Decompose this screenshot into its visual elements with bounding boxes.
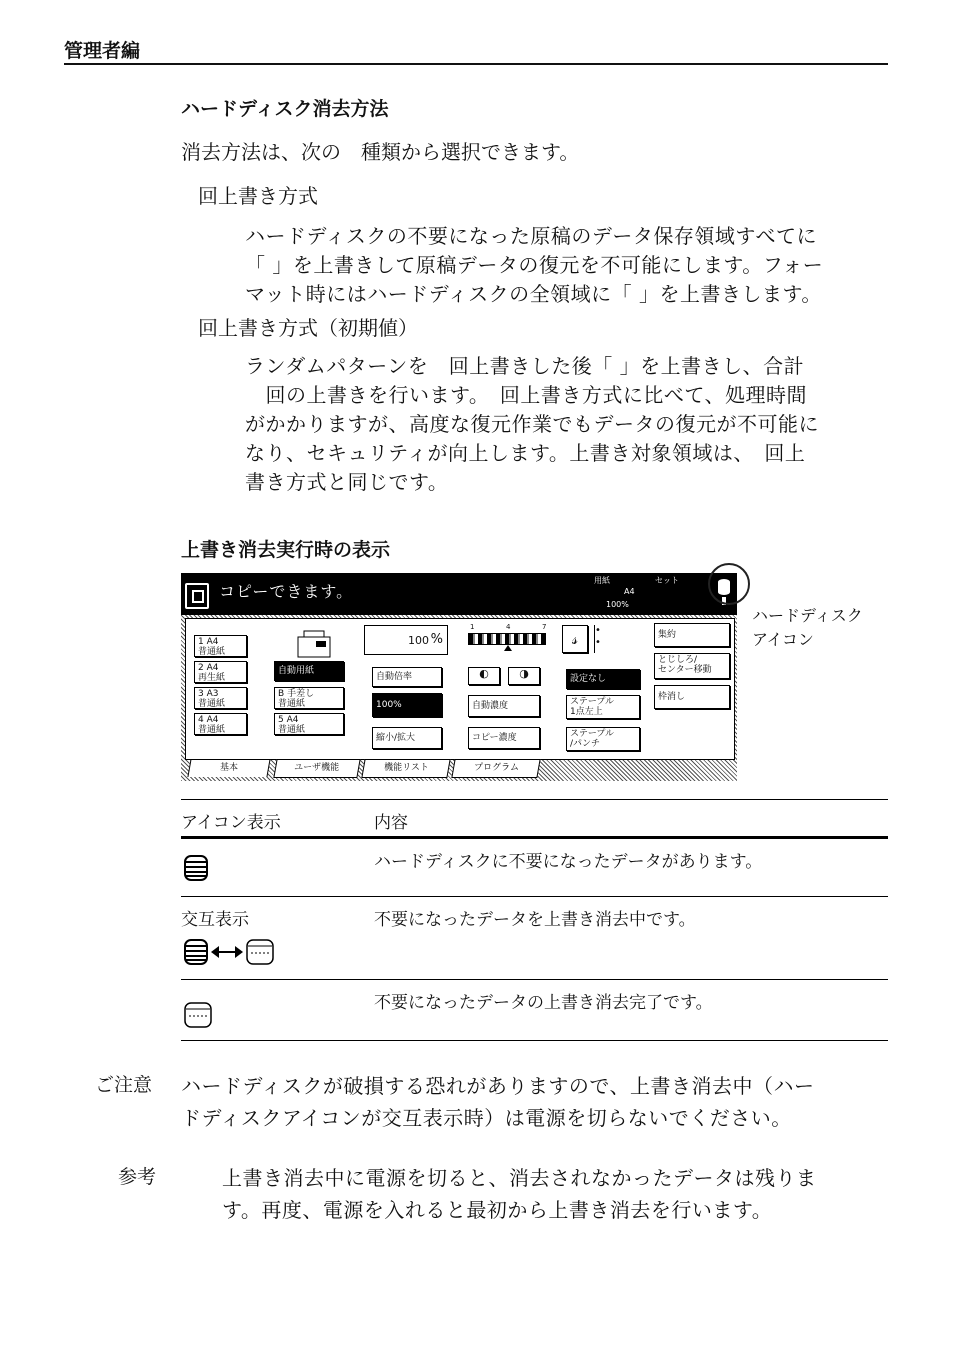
- table-cell-content: 不要になったデータを上書き消去中です。: [374, 910, 696, 930]
- reference-label: 参考: [118, 1166, 157, 1188]
- hard-disk-icon-label: [752, 604, 863, 652]
- tray-4-button[interactable]: 4 A4 普通紙: [194, 713, 247, 735]
- callout-label-line: ハードディスク: [752, 606, 863, 625]
- tray-3-button[interactable]: 3 A3 普通紙: [194, 687, 247, 709]
- table-row: [181, 839, 888, 897]
- panel-main-area: 1 A4 普通紙 2 A4 再生紙 3 A3 普通紙 4 A4 普通紙 自動用紙 B 手差し 普通紙 5 A4 普通紙 100 % 自動倍率 100% 縮小/拡大 1 4 7 ◐ ◑ 自動濃度 コピー濃度 𝓈 • • 設定なし ステープル 1点左上 ステープル /パンチ 集約 とじしろ/ センター移動 枠消し: [185, 618, 735, 760]
- set-label: セット: [655, 576, 679, 585]
- page-header-title: 管理者編: [64, 40, 141, 62]
- reduce-enlarge-button[interactable]: 縮小/拡大: [372, 727, 442, 749]
- caution-line: ドディスクアイコンが交互表示時）は電源を切らないでください。: [181, 1106, 792, 1130]
- method2-description: [245, 352, 885, 497]
- method2-line: 書き方式と同じです。: [245, 470, 449, 494]
- method1-description: [245, 222, 885, 309]
- copier-panel-screenshot: [181, 573, 737, 781]
- table-header-row: [181, 800, 888, 839]
- table-cell-label: 交互表示: [181, 910, 249, 930]
- caution-line: ハードディスクが破損する恐れがありますので、上書き消去中（ハー: [181, 1074, 815, 1098]
- method2-line: ランダムパターンを 回上書きした後「 」を上書きし、合計: [245, 354, 805, 378]
- intro-text: 消去方法は、次の 種類から選択できます。: [181, 140, 580, 164]
- density-scale: [468, 633, 546, 645]
- disk-empty-icon: [181, 1000, 215, 1030]
- no-setting-button[interactable]: 設定なし: [566, 669, 640, 689]
- staple-position-icon: • •: [594, 625, 609, 653]
- tray-1-button[interactable]: 1 A4 普通紙: [194, 635, 247, 657]
- document-icon: [185, 583, 209, 609]
- panel-status-text: コピーできます。: [219, 582, 354, 601]
- icon-status-table: [181, 799, 888, 1041]
- method2-line: がかかりますが、高度な復元作業でもデータの復元が不可能に: [245, 412, 819, 436]
- lighter-button[interactable]: ◐: [468, 667, 500, 685]
- method2-line: なり、セキュリティが向上します。上書き対象領域は、 回上: [245, 441, 806, 465]
- tab-program[interactable]: プログラム: [451, 759, 540, 778]
- table-row: [181, 897, 888, 980]
- combine-button[interactable]: 集約: [654, 623, 730, 647]
- staple-punch-button[interactable]: ステープル /パンチ: [566, 727, 640, 751]
- zoom-readout: 100%: [606, 600, 629, 609]
- auto-density-button[interactable]: 自動濃度: [468, 695, 540, 717]
- copy-density-button[interactable]: コピー濃度: [468, 727, 540, 749]
- tray-5-button[interactable]: 5 A4 普通紙: [274, 713, 344, 735]
- border-erase-button[interactable]: 枠消し: [654, 685, 730, 709]
- bypass-tray-button[interactable]: B 手差し 普通紙: [274, 687, 344, 709]
- section-heading-display: 上書き消去実行時の表示: [181, 539, 391, 561]
- zoom-unit: %: [430, 632, 443, 647]
- paper-size-readout: A4: [624, 587, 635, 596]
- method1-line: マット時にはハードディスクの全領域に「 」を上書きします。: [245, 282, 822, 306]
- zoom-value: 100: [408, 634, 429, 647]
- disk-filled-icon: [181, 853, 211, 883]
- caution-label: ご注意: [95, 1074, 153, 1096]
- section-heading-erase-method: ハードディスク消去方法: [181, 98, 389, 120]
- table-cell-content: ハードディスクに不要になったデータがあります。: [374, 852, 763, 872]
- copier-machine-icon: [294, 629, 334, 659]
- auto-zoom-button[interactable]: 自動倍率: [372, 667, 442, 687]
- paper-label: 用紙: [594, 576, 610, 585]
- reference-text: [222, 1162, 817, 1226]
- hard-disk-callout-circle: [708, 563, 750, 605]
- method2-title: 回上書き方式（初期値）: [198, 316, 418, 340]
- method1-line: ハードディスクの不要になった原稿のデータ保存領域すべてに: [245, 224, 817, 248]
- callout-label-line: アイコン: [752, 630, 814, 649]
- paperclip-icon: 𝓈: [562, 625, 588, 653]
- table-cell-content: 不要になったデータの上書き消去完了です。: [374, 993, 713, 1013]
- header-rule: [64, 63, 888, 65]
- darker-button[interactable]: ◑: [508, 667, 540, 685]
- method1-line: 「 」を上書きして原稿データの復元を不可能にします。フォー: [245, 253, 824, 277]
- zoom-100-button[interactable]: 100%: [372, 693, 442, 717]
- margin-center-button[interactable]: とじしろ/ センター移動: [654, 653, 730, 679]
- staple-corner-button[interactable]: ステープル 1点左上: [566, 695, 640, 719]
- tab-function-list[interactable]: 機能リスト: [361, 759, 450, 778]
- table-row: [181, 980, 888, 1041]
- table-header-content: 内容: [374, 813, 408, 833]
- panel-body: [181, 615, 737, 781]
- disk-alternating-icon: [181, 937, 311, 972]
- reference-line: 上書き消去中に電源を切ると、消去されなかったデータは残りま: [222, 1166, 817, 1190]
- zoom-display: [364, 625, 448, 655]
- table-header-icon: アイコン表示: [181, 813, 281, 833]
- panel-status-bar: [181, 573, 737, 615]
- tab-user-functions[interactable]: ユーザ機能: [273, 759, 360, 778]
- density-indicator-icon: [504, 645, 512, 651]
- tab-basic[interactable]: 基本: [187, 759, 270, 777]
- tray-2-button[interactable]: 2 A4 再生紙: [194, 661, 247, 683]
- reference-line: す。再度、電源を入れると最初から上書き消去を行います。: [222, 1198, 773, 1222]
- auto-paper-button[interactable]: 自動用紙: [274, 661, 344, 681]
- caution-text: [181, 1070, 815, 1134]
- method1-title: 回上書き方式: [198, 184, 318, 208]
- method2-line: 回の上書きを行います。 回上書き方式に比べて、処理時間: [245, 383, 807, 407]
